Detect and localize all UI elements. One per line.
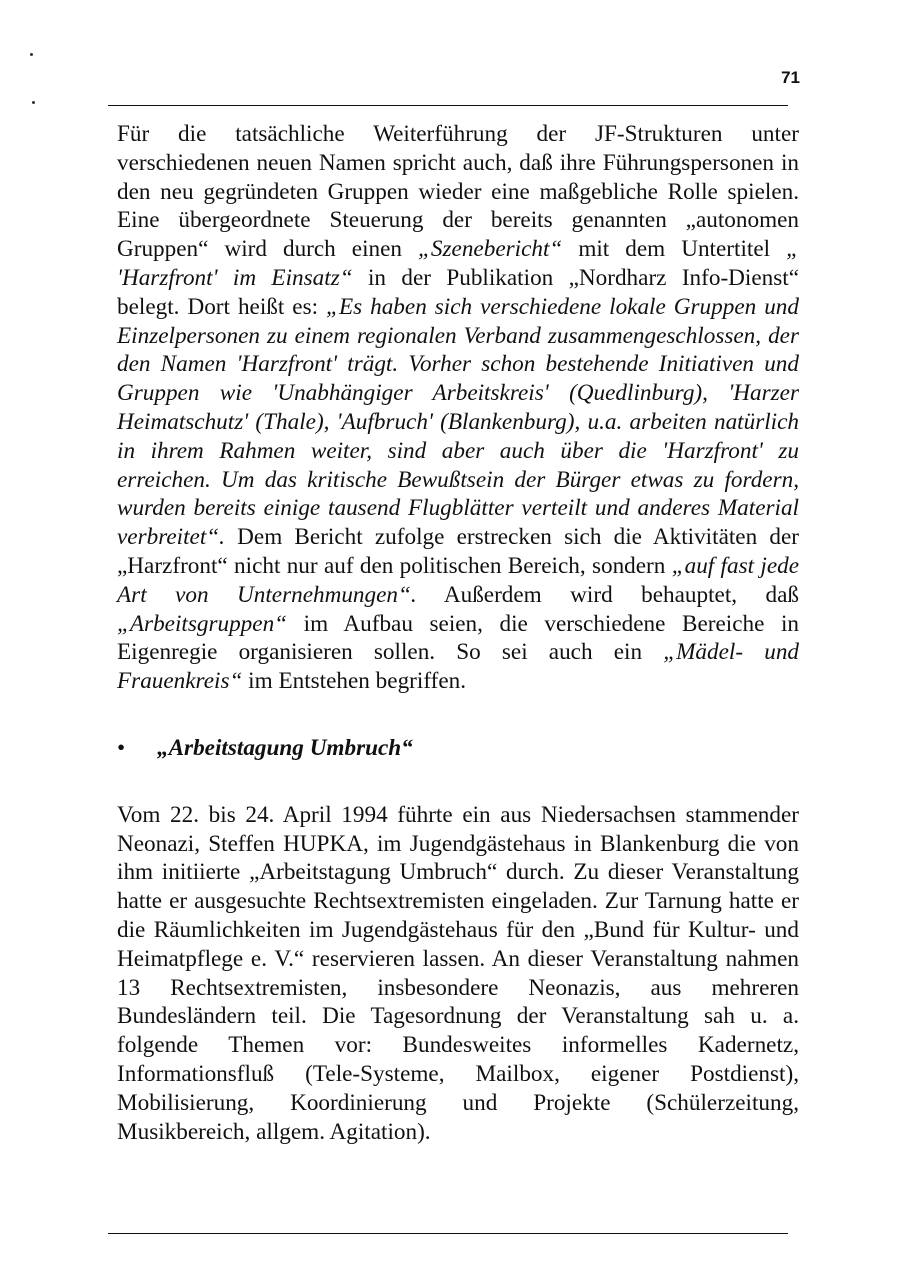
section-heading <box>117 734 799 763</box>
page-body <box>117 120 799 1146</box>
quoted-text: „Arbeitsgruppen“ <box>117 610 288 637</box>
scan-speck <box>30 53 33 56</box>
page-number: 71 <box>781 68 800 87</box>
quoted-text: „ 'Harzfront' im Einsatz“ <box>117 236 799 291</box>
quoted-text: „Szenebericht“ <box>418 236 563 263</box>
text-run: Für die tatsächliche Weiterführung der JF-Strukturen unter verschiedenen neuen Namen spricht auch, daß ihre Führungspersonen in den neu gegründeten Gruppen wieder eine maßgebliche Rolle spielen. Eine übergeordnete Steuerung der bereits genannten „autonomen Gruppen“ wird durch einen <box>117 121 799 263</box>
header-rule <box>108 105 788 106</box>
quoted-text: „Es haben sich verschiedene lokale Gruppen und Einzelpersonen zu einem regionalen Verband zusammengeschlossen, der den Namen 'Harzfront' trägt. Vorher schon bestehende Initiativen und Gruppen wie 'Unabhängiger Arbeitskreis' (Quedlinburg), 'Harzer Heimatschutz' (Thale), 'Aufbruch' (Blankenburg), u.a. arbeiten natürlich in ihrem Rahmen weiter, sind aber auch über die 'Harzfront' zu erreichen. Um das kritische Bewußtsein der Bürger etwas zu fordern, wurden bereits einige tausend Flugblätter verteilt und anderes Material verbreitet“. <box>117 293 799 551</box>
paragraph-arbeitstagung: Vom 22. bis 24. April 1994 führte ein aus Niedersachsen stammender Neonazi, Steffen HUPKA, im Jugendgästehaus in Blankenburg die von ihm initiierte „Arbeitstagung Umbruch“ durch. Zu dieser Veranstaltung hatte er ausgesuchte Rechtsextremisten eingeladen. Zur Tarnung hatte er die Räumlichkeiten im Jugendgästehaus für den „Bund für Kultur- und Heimatpflege e. V.“ reservieren lassen. An dieser Veranstaltung nahmen 13 Rechtsextremisten, insbesondere Neonazis, aus mehreren Bundesländern teil. Die Tagesordnung der Veranstaltung sah u. a. folgende Themen vor: Bundesweites informelles Kadernetz, Informationsfluß (Tele-Systeme, Mailbox, eigener Postdienst), Mobilisierung, Koordinierung und Projekte (Schülerzeitung, Musikbereich, allgem. Agitation). <box>117 801 799 1145</box>
text-run: im Entstehen begriffen. <box>242 668 467 695</box>
text-run: in der Publikation „Nordharz Info-Dienst“ belegt. Dort heißt es: <box>117 264 799 320</box>
quoted-text: „auf fast jede Art von Unternehmungen“. <box>117 552 799 608</box>
text-run: mit dem Untertitel <box>562 236 787 263</box>
scan-speck <box>32 101 35 104</box>
paragraph-harzfront <box>117 120 799 696</box>
text-run: im Aufbau seien, die verschiedene Bereiche in Eigenregie organisieren sollen. So sei auch ein <box>117 610 799 666</box>
bullet-icon: • <box>117 734 126 761</box>
section-title: „Arbeitstagung Umbruch“ <box>157 734 413 761</box>
footer-rule <box>108 1233 788 1234</box>
quoted-text: „Mädel- und Frauenkreis“ <box>117 639 800 695</box>
text-run: Dem Bericht zufolge erstrecken sich die Aktivitäten der „Harzfront“ nicht nur auf den politischen Bereich, sondern <box>117 524 799 579</box>
text-run: Außerdem wird behauptet, daß <box>416 581 799 608</box>
